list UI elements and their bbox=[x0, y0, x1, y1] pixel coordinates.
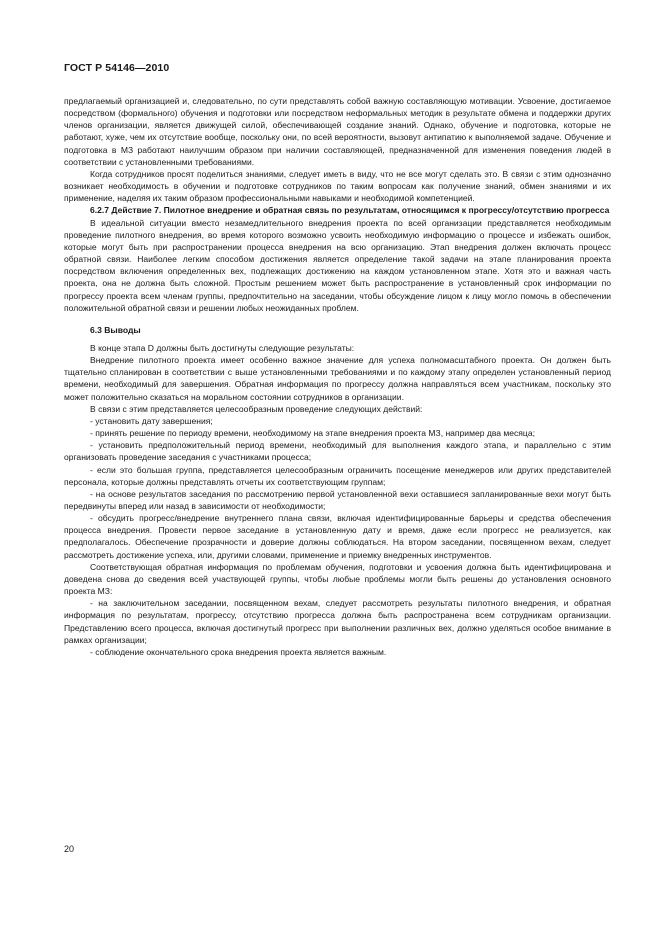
section-heading-6-3: 6.3 Выводы bbox=[90, 324, 141, 335]
paragraph: В конце этапа D должны быть достигнуты следующие результаты: bbox=[90, 342, 355, 353]
list-item: - соблюдение окончательного срока внедрения проекта является важным. bbox=[90, 646, 387, 657]
standard-header: ГОСТ Р 54146—2010 bbox=[64, 62, 170, 74]
list-item: - принять решение по периоду времени, необходимому на этапе внедрения проекта МЗ, например два месяца; bbox=[90, 428, 535, 439]
list-item: - если это большая группа, представляется целесообразным ограничить посещение менеджеров или других представителей персонала, которые должны представлять отчеты их соответствующим группам; bbox=[64, 464, 611, 487]
list-item: - установить предположительный период времени, необходимый для выполнения каждого этапа, и параллельно с этим организовать проведение заседания с участниками процесса; bbox=[64, 440, 611, 463]
main-text bbox=[64, 95, 611, 658]
paragraph: В идеальной ситуации вместо незамедлительного внедрения проекта по всей организации представляется необходимым проведение пилотного внедрения, во время которого возможно усвоить необходимую информацию о процессе и избежать ошибок, которые могут быть при распространении процесса внедрения на всю организацию. Этап внедрения должен включать процесс обратной связи. Наиболее легким способом достижения является определение такой задачи на этапе планирования проекта посредством включения определенных вех, подлежащих достижению на каждом установленном этапе. Хотя это и важная часть проекта, она не должна быть сложной. Простым решением может быть распространение в установленный срок информации по прогрессу проекта всем членам группы, предпочтительно на заседании, чтобы обсуждение лицом к лицу могло помочь в обеспечении положительной обратной связи и решении любых неожиданных проблем. bbox=[64, 217, 611, 313]
list-item: - на заключительном заседании, посвященном вехам, следует рассмотреть результаты пилотного внедрения, и обратная информация по результатам, прогрессу, отсутствию прогресса должна быть распространена всем сотрудникам организации. Представлению всего процесса, включая достигнутый прогресс при выполнении различных вех, должно уделяться особое внимание в рамках организации; bbox=[64, 598, 611, 645]
list-item: - обсудить прогресс/внедрение внутреннего плана связи, включая идентифицированные барьеры и средства обеспечения процесса внедрения. Провести первое заседание в установленную дату и время, даже если прогресс не реализуется, как предполагалось. Обеспечение прозрачности и доверие должны соблюдаться. На втором заседании, посвященном вехам, следует рассмотреть достижение успеха, или, другими словами, применение и приемку внедренных инструментов. bbox=[64, 513, 611, 560]
list-item: - на основе результатов заседания по рассмотрению первой установленной вехи оставшиеся запланированные вехи могут быть передвинуты вперед или назад в зависимости от необходимости; bbox=[64, 488, 611, 511]
paragraph: предлагаемый организацией и, следовательно, по сути представлять собой важную составляющую мотивации. Усвоение, достигаемое посредством (формального) обучения и подготовки или посредством неформальных методик в результате обмена и поддержки других членов организации, является движущей силой, обеспечивающей создание знаний. Однако, обучение и подготовка, которые не работают, хуже, чем их отсутствие вообще, поскольку они, по всей вероятности, вызовут антипатию к выполняемой задаче. Обучение и подготовка в МЗ работают наилучшим образом при наличии составляющей, предназначенной для изменения поведения людей в соответствии с установленными требованиями. bbox=[64, 96, 611, 167]
section-heading-6-2-7: 6.2.7 Действие 7. Пилотное внедрение и обратная связь по результатам, относящимся к прогрессу/отсутствию прогресса bbox=[90, 205, 610, 216]
paragraph: В связи с этим представляется целесообразным проведение следующих действий: bbox=[90, 403, 423, 414]
list-item: - установить дату завершения; bbox=[90, 415, 213, 426]
paragraph: Внедрение пилотного проекта имеет особенно важное значение для успеха полномасштабного проекта. Он должен быть тщательно спланирован в соответствии с выше установленными требованиями и по каждому этапу определен установленный период времени, необходимый для завершения. Обратная информация по прогрессу должна направляться всем участникам, поскольку это может положительно сказаться на моральном состоянии сотрудников в организации. bbox=[64, 355, 611, 402]
paragraph: Когда сотрудников просят поделиться знаниями, следует иметь в виду, что не все могут сделать это. В связи с этим однозначно возникает необходимость в обучении и подготовке сотрудников по таким вопросам как получение знаний, обмен знаниями и их применение, наделяя их таким образом профессиональными навыками и необходимой компетенцией. bbox=[64, 168, 611, 204]
page-number: 20 bbox=[64, 844, 75, 854]
paragraph: Соответствующая обратная информация по проблемам обучения, подготовки и усвоения должна быть идентифицирована и доведена снова до сведения всей участвующей группы, чтобы любые проблемы могли быть решены до установления основного проекта МЗ: bbox=[64, 561, 611, 597]
